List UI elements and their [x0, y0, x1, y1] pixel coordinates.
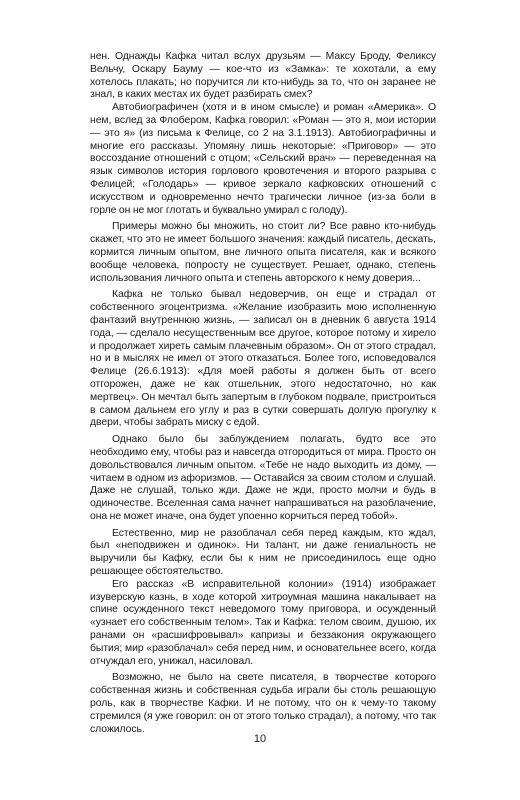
paragraph-5: Однако было бы заблуждением полагать, будто все это необходимо ему, чтобы раз и навсегда отгородиться от мира. Просто он довольствовался личным опытом. «Тебе не надо выходить из дому, — читаем в одном из афоризмов. — Оставайся за своим столом и слушай. Даже не слушай, только жди. Даже не жди, просто молчи и будь в одиночестве. Вселенная сама начнет напрашиваться на разоблачение, она не может иначе, она будет упоенно корчиться перед тобой». — [90, 434, 436, 522]
page-number: 10 — [253, 733, 267, 745]
body-text — [90, 51, 436, 736]
paragraph-1: нен. Однажды Кафка читал вслух друзьям — Максу Броду, Феликсу Вельчу, Оскару Бауму — кое-что из «Замка»: те хохотали, а ему хотелось плакать; но поручится ли кто-нибудь за то, что он заранее не знал, в каких местах их будет разбирать смех? — [90, 51, 436, 101]
paragraph-4: Кафка не только бывал недоверчив, он еще и страдал от собственного эгоцентризма. «Желание изобразить мою исполненную фантазий внутреннюю жизнь, — записал он в дневник 6 августа 1914 года, — сделало несущественным все другое, которое потому и хирело и продолжает хиреть самым плачевным образом». Он от этого страдал, но и в мыслях не имел от этого отказаться. Более того, исповедовался Фелице (26.6.1913): «Для моей работы я должен быть от всего отгорожен, даже не как отшельник, этого недостаточно, но как мертвец». Он мечтал быть запертым в глубоком подвале, пристроиться в самом дальнем его углу и раз в сутки совершать долгую прогулку к двери, чтобы забрать миску с едой. — [90, 289, 436, 429]
paragraph-7: Его рассказ «В исправительной колонии» (1914) изображает изуверскую казнь, в ходе которой хитроумная машина накалывает на спине осужденного текст неведомого тому приговора, и осужденный «узнает его собственным телом». Так и Кафка: телом своим, душою, их ранами он «расшифровывал» капризы и беззакония окружающего бытия; мир «разоблачал» себя перед ним, и основательнее всего, когда отчуждал его, унижал, насиловал. — [90, 578, 436, 667]
paragraph-6: Естественно, мир не разоблачал себя перед каждым, кто ждал, был «неподвижен и одинок». Ни талант, ни даже гениальность не выручили бы Кафку, если бы к ним не присоединилось еще одно решающее обстоятельство. — [90, 527, 436, 578]
paragraph-8: Возможно, не было на свете писателя, в творчестве которого собственная жизнь и собственная судьба играли бы столь решающую роль, как в творчестве Кафки. И не потому, что он к чему-то такому стремился (я уже говорил: он от этого только страдал), а потому, что так сложилось. — [90, 672, 436, 735]
paragraph-3: Примеры можно бы множить, но стоит ли? Все равно кто-нибудь скажет, что это не имеет большого значения: каждый писатель, дескать, кормится личным опытом, вне личного опыта писателя, как и всякого вообще человека, попросту не существует. Решает, однако, степень использования личного опыта и степень авторского к нему доверия... — [90, 221, 436, 284]
paragraph-2: Автобиографичен (хотя и в ином смысле) и роман «Америка». О нем, вслед за Флобером, Кафка говорил: «Роман — это я, мои истории — это я» (из письма к Фелице, со 2 на 3.1.1913). Автобиографичны и многие его рассказы. Упомяну лишь некоторые: «Приговор» — это воссоздание отношений с отцом; «Сельский врач» — переведенная на язык символов история горлового кровотечения и второго разрыва с Фелицей; «Голодарь» — кривое зеркало кафковских отношений с искусством и одновременно нечто трагически личное (из-за боли в горле он не мог глотать и буквально умирал с голоду). — [90, 102, 436, 216]
